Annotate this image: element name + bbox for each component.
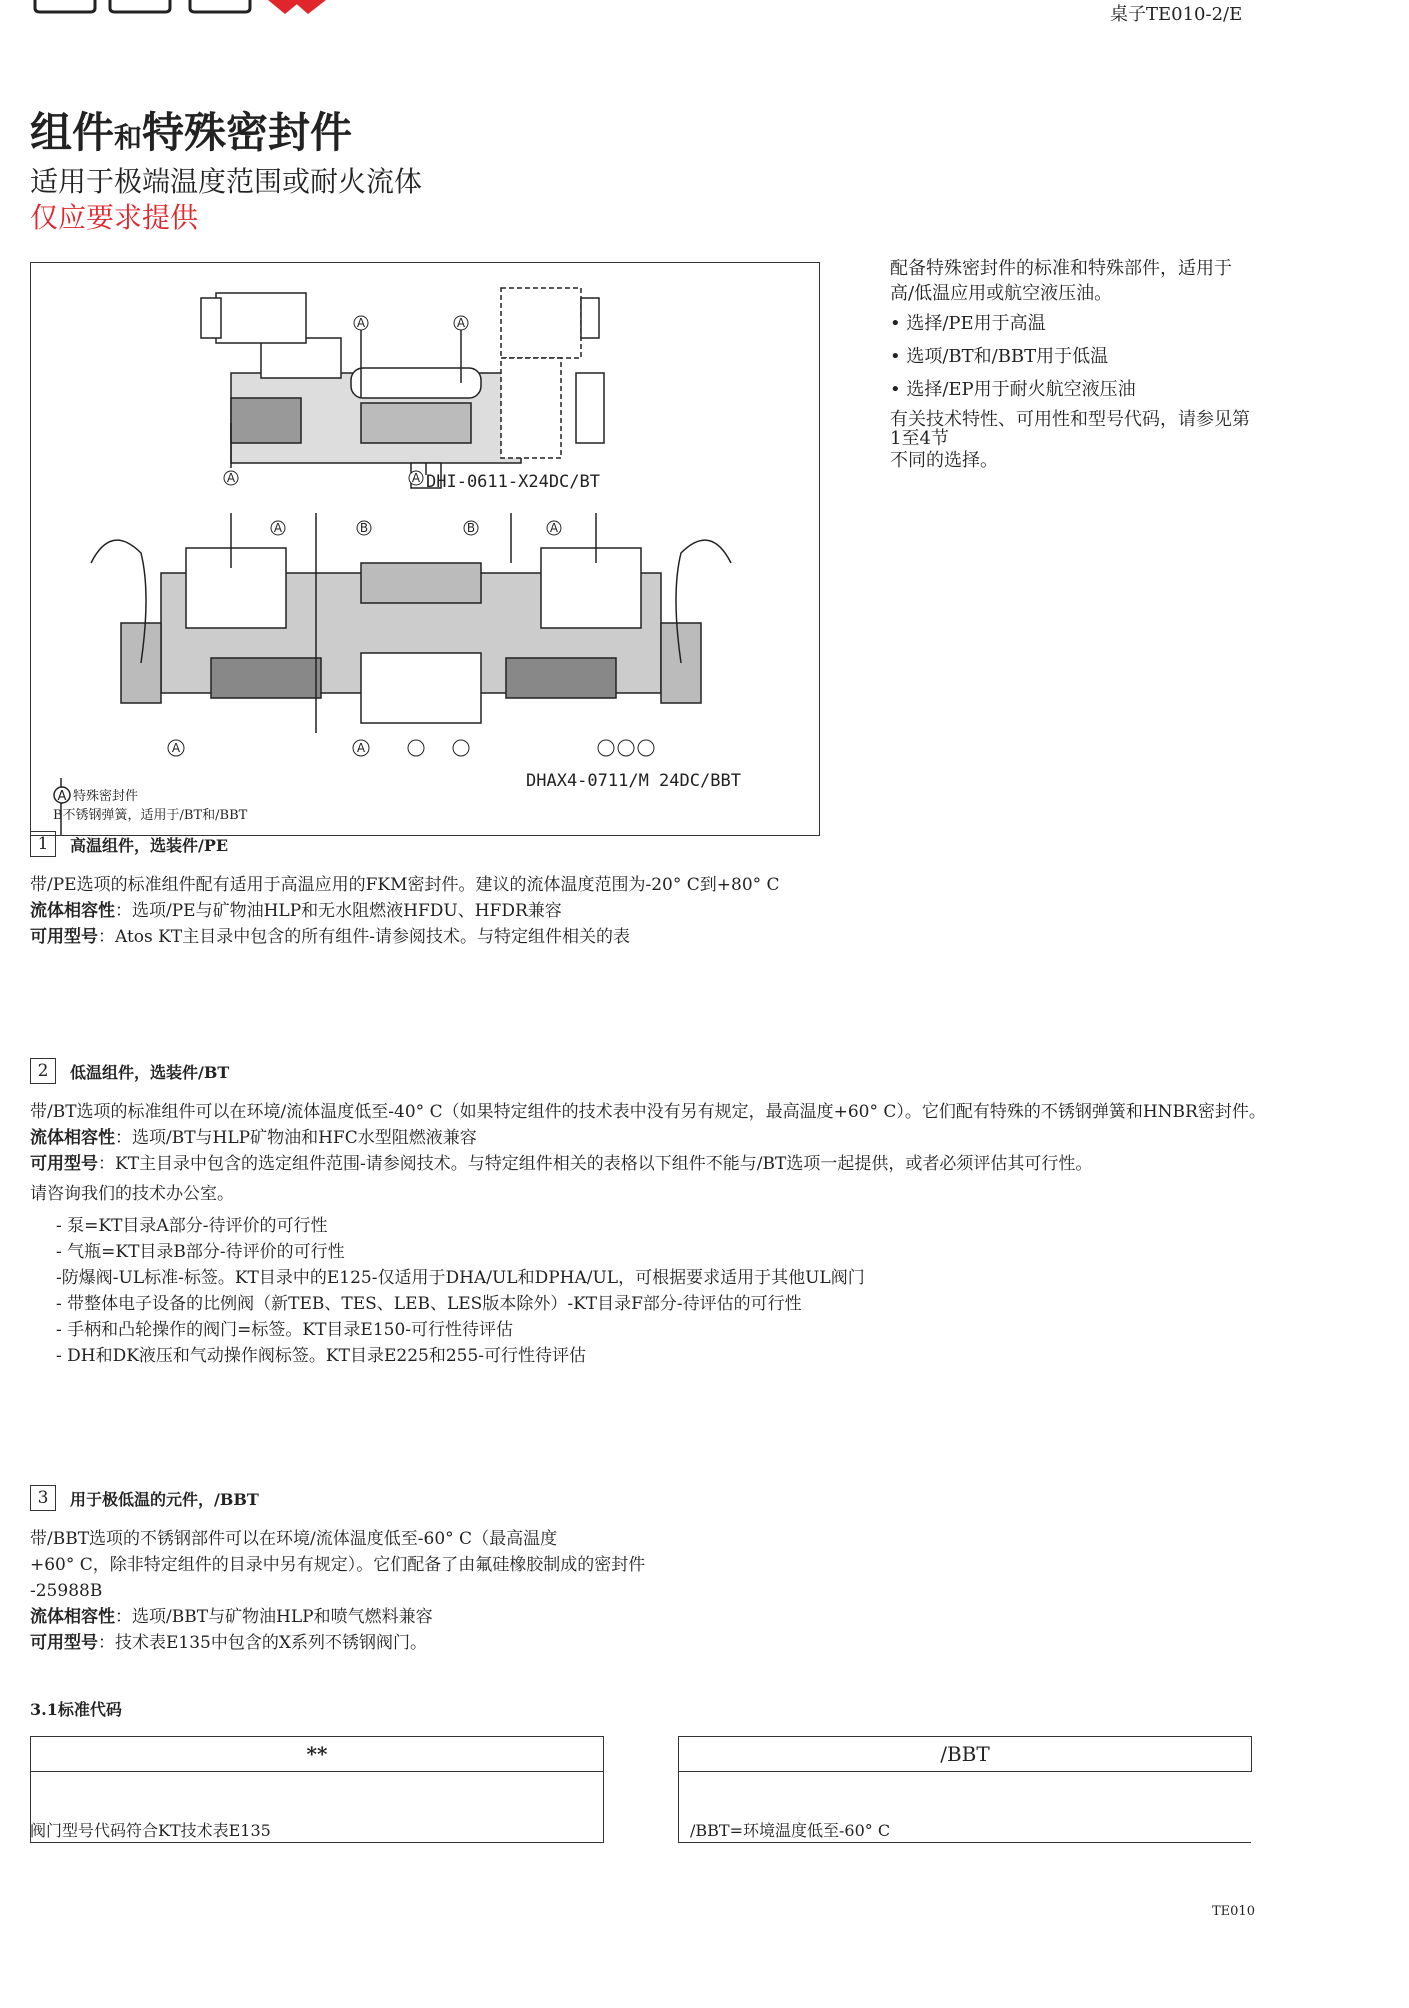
callout-a: A	[171, 741, 181, 755]
list-item: -防爆阀-UL标准-标签。KT目录中的E125-仅适用于DHA/UL和DPHA/UL，可根据要求适用于其他UL阀门	[56, 1268, 865, 1288]
value: ：技术表E135中包含的X系列不锈钢阀门。	[98, 1633, 427, 1653]
legend-a-mark: A	[57, 789, 67, 804]
section-number: 2	[30, 1058, 56, 1084]
available-models	[30, 1630, 1230, 1656]
section-text: 带/PE选项的标准组件配有适用于高温应用的FKM密封件。建议的流体温度范围为-20° C到+80° C	[30, 875, 780, 895]
list-item: - 泵=KT目录A部分-待评价的可行性	[56, 1216, 328, 1236]
fluid-compatibility	[30, 1125, 1280, 1151]
section-1-heading	[30, 831, 228, 857]
callout-b: B	[359, 521, 369, 535]
callout-a: A	[226, 471, 236, 485]
list-item: - DH和DK液压和气动操作阀标签。KT目录E225和255-可行性待评估	[56, 1346, 587, 1366]
valve-drawing	[31, 263, 819, 835]
label: 可用型号	[30, 1633, 98, 1653]
label: 流体相容性	[30, 901, 115, 921]
section-title: 低温组件，选装件/BT	[70, 1062, 230, 1082]
code-field-model-desc: 阀门型号代码符合KT技术表E135	[30, 1821, 271, 1840]
reference-text: 有关技术特性、可用性和型号代码，请参见第1至4节	[890, 409, 1250, 449]
section-number: 1	[30, 831, 56, 857]
valve-figure	[30, 262, 820, 836]
value: ：选项/PE与矿物油HLP和无水阻燃液HFDU、HFDR兼容	[115, 901, 562, 921]
section-text: 带/BT选项的标准组件可以在环境/流体温度低至-40° C（如果特定组件的技术表中没有另有规定，最高温度+60° C）。它们配有特殊的不锈钢弹簧和HNBR密封件。	[30, 1102, 1266, 1122]
label: 可用型号	[30, 1154, 98, 1174]
options-list	[890, 311, 1250, 402]
code-field-bbt-desc: /BBT=环境温度低至-60° C	[690, 1821, 891, 1840]
exclusions-list	[56, 1213, 1280, 1369]
title-conjunction: 和	[114, 121, 143, 154]
callout-a: A	[549, 521, 559, 535]
callout-a: A	[456, 316, 466, 330]
callout-a: A	[356, 741, 366, 755]
fluid-compatibility	[30, 1604, 1230, 1630]
available-models	[30, 1151, 1280, 1177]
list-item: - 带整体电子设备的比例阀（新TEB、TES、LEB、LES版本除外）-KT目录F部分-待评估的可行性	[56, 1294, 802, 1314]
page-subtitle: 适用于极端温度范围或耐火流体	[30, 165, 423, 198]
list-item: - 手柄和凸轮操作的阀门=标签。KT目录E150-可行性待评估	[56, 1320, 514, 1340]
section-3-heading	[30, 1485, 259, 1511]
bottom-valve-label: DHAX4-0711/M 24DC/BBT	[526, 771, 741, 791]
available-models	[30, 924, 1270, 950]
list-item: • 选项/BT和/BBT用于低温	[890, 344, 1250, 369]
section-text-cont: +60° C，除非特定组件的目录中另有规定）。它们配备了由氟硅橡胶制成的密封件	[30, 1555, 646, 1575]
intro-text: 配备特殊密封件的标准和特殊部件，适用于高/低温应用或航空液压油。	[890, 258, 1232, 304]
section-1-body	[30, 872, 1270, 950]
section-2-body	[30, 1099, 1280, 1369]
title-part-a: 组件	[30, 108, 115, 157]
intro-description	[890, 256, 1250, 473]
title-part-b: 特殊密封件	[142, 108, 353, 157]
standard-code-heading: 3.1标准代码	[30, 1700, 122, 1719]
section-2-heading	[30, 1058, 229, 1084]
legend-stainless-springs: B不锈钢弹簧，适用于/BT和/BBT	[53, 808, 248, 823]
section-title: 用于极低温的元件，/BBT	[70, 1489, 259, 1509]
value: ：KT主目录中包含的选定组件范围-请参阅技术。与特定组件相关的表格以下组件不能与/BT选项一起提供，或者必须评估其可行性。	[98, 1154, 1093, 1174]
callout-b: B	[466, 521, 476, 535]
section-title: 高温组件，选装件/PE	[70, 835, 229, 855]
consult-text: 请咨询我们的技术办公室。	[30, 1184, 234, 1204]
code-field-bbt: /BBT	[678, 1736, 1252, 1772]
section-text-code: -25988B	[30, 1581, 103, 1601]
value: ：Atos KT主目录中包含的所有组件-请参阅技术。与特定组件相关的表	[98, 927, 630, 947]
atos-logo	[30, 0, 330, 14]
label: 流体相容性	[30, 1607, 115, 1627]
top-valve-label: DHI-0611-X24DC/BT	[426, 472, 600, 492]
fluid-compatibility	[30, 898, 1270, 924]
list-item: • 选择/PE用于高温	[890, 311, 1250, 336]
callout-a: A	[356, 316, 366, 330]
section-text: 带/BBT选项的不锈钢部件可以在环境/流体温度低至-60° C（最高温度	[30, 1529, 558, 1549]
footer-code: TE010	[1212, 1904, 1255, 1919]
list-item: • 选择/EP用于耐火航空液压油	[890, 377, 1250, 402]
list-item: - 气瓶=KT目录B部分-待评价的可行性	[56, 1242, 345, 1262]
reference-text-cont: 不同的选择。	[890, 450, 998, 471]
label: 可用型号	[30, 927, 98, 947]
document-code: 桌子TE010-2/E	[1110, 4, 1243, 25]
page-title	[30, 100, 352, 160]
legend-special-seals: 特殊密封件	[73, 789, 139, 804]
section-3-body	[30, 1526, 1230, 1656]
availability-note: 仅应要求提供	[30, 201, 199, 234]
callout-a: A	[273, 521, 283, 535]
callout-a: A	[411, 471, 421, 485]
value: ：选项/BBT与矿物油HLP和喷气燃料兼容	[115, 1607, 433, 1627]
label: 流体相容性	[30, 1128, 115, 1148]
value: ：选项/BT与HLP矿物油和HFC水型阻燃液兼容	[115, 1128, 477, 1148]
section-number: 3	[30, 1485, 56, 1511]
code-field-model: **	[30, 1736, 604, 1772]
